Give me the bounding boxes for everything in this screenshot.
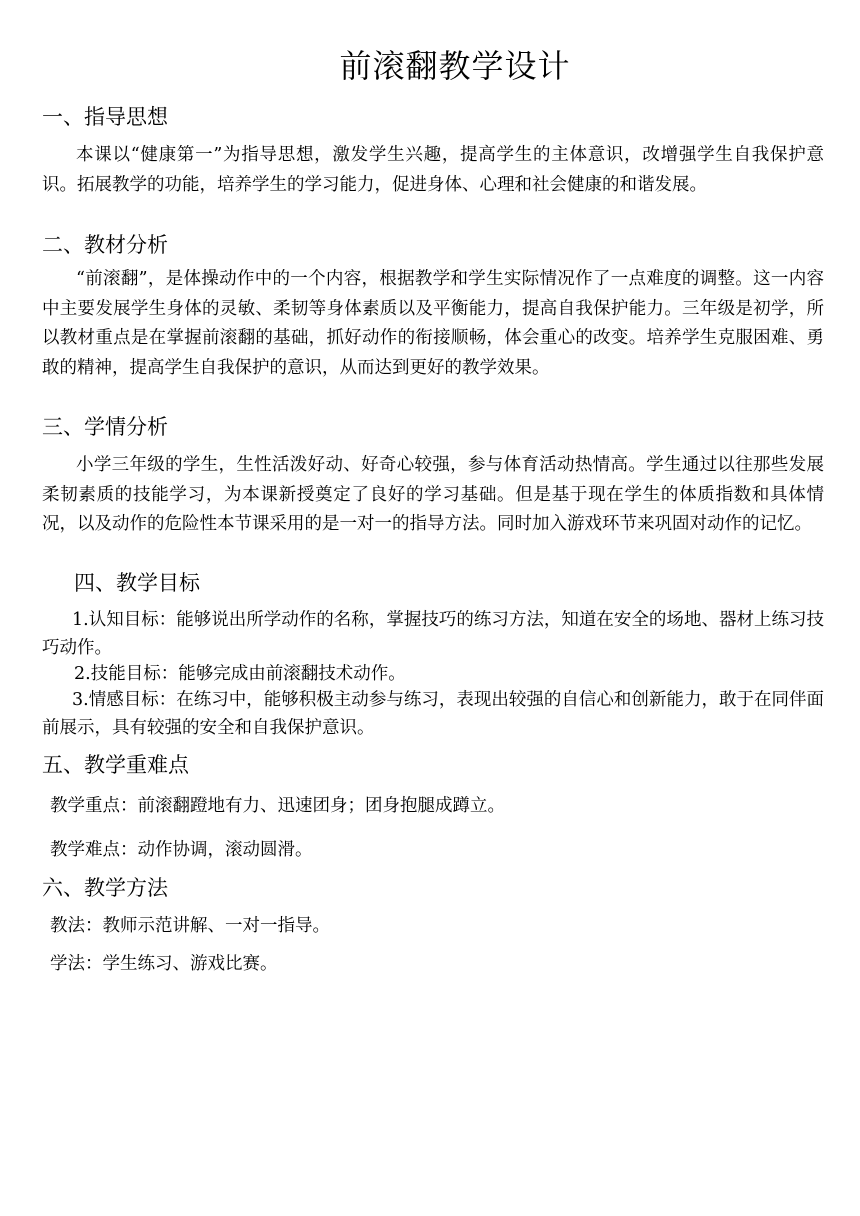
objective-affective: 3.情感目标：在练习中，能够积极主动参与练习，表现出较强的自信心和创新能力，敢于在同伴面前展示，具有较强的安全和自我保护意识。 [42,690,824,738]
section-heading-guiding-ideology: 一、指导思想 [42,105,168,129]
section-heading-key-difficult-points: 五、教学重难点 [42,753,189,777]
key-point-line: 教学重点：前滚翻蹬地有力、迅速团身；团身抱腿成蹲立。 [50,796,505,816]
difficult-point-line: 教学难点：动作协调，滚动圆滑。 [50,840,313,860]
section-heading-student-analysis: 三、学情分析 [42,415,168,439]
objective-skill: 2.技能目标：能够完成由前滚翻技术动作。 [74,664,406,684]
section-paragraph-student-analysis: 小学三年级的学生，生性活泼好动、好奇心较强，参与体育活动热情高。学生通过以往那些发展柔韧素质的技能学习，为本课新授奠定了良好的学习基础。但是基于现在学生的体质指数和具体情况，以及动作的危险性本节课采用的是一对一的指导方法。同时加入游戏环节来巩固对动作的记忆。 [42,455,824,534]
section-heading-teaching-methods: 六、教学方法 [42,876,168,900]
section-paragraph-material-analysis: “前滚翻”，是体操动作中的一个内容，根据教学和学生实际情况作了一点难度的调整。这一内容中主要发展学生身体的灵敏、柔韧等身体素质以及平衡能力，提高自我保护能力。三年级是初学，所以教材重点是在掌握前滚翻的基础，抓好动作的衔接顺畅，体会重心的改变。培养学生克服困难、勇敢的精神，提高学生自我保护的意识，从而达到更好的教学效果。 [42,269,824,378]
document-title: 前滚翻教学设计 [339,47,571,85]
learning-method-line: 学法：学生练习、游戏比赛。 [50,954,278,974]
section-heading-teaching-objectives: 四、教学目标 [74,571,200,595]
section-paragraph-guiding-ideology: 本课以“健康第一”为指导思想，激发学生兴趣，提高学生的主体意识，改增强学生自我保护意识。拓展教学的功能，培养学生的学习能力，促进身体、心理和社会健康的和谐发展。 [42,145,824,195]
section-heading-material-analysis: 二、教材分析 [42,233,168,257]
teaching-method-line: 教法：教师示范讲解、一对一指导。 [50,916,330,936]
objective-cognitive: 1.认知目标：能够说出所学动作的名称，掌握技巧的练习方法，知道在安全的场地、器材上练习技巧动作。 [42,610,824,658]
